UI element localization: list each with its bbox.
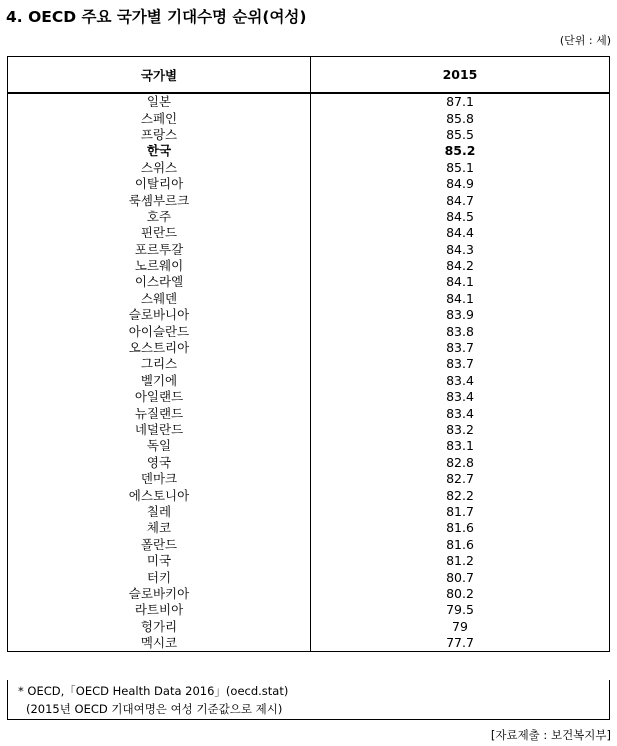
- value-cell: 82.7: [311, 471, 610, 487]
- table-row: [8, 389, 610, 405]
- country-cell: 체코: [8, 520, 311, 536]
- value-cell: 79.5: [311, 602, 610, 618]
- table-row: [8, 455, 610, 471]
- country-cell: 뉴질랜드: [8, 405, 311, 421]
- table-row: [8, 586, 610, 602]
- value-cell: 84.9: [311, 176, 610, 192]
- page-title: 4. OECD 주요 국가별 기대수명 순위(여성): [6, 8, 307, 26]
- table-row: [8, 307, 610, 323]
- country-cell: 이스라엘: [8, 274, 311, 290]
- table-row: [8, 192, 610, 208]
- value-cell: 80.2: [311, 586, 610, 602]
- value-cell: 84.1: [311, 291, 610, 307]
- table-row: [8, 356, 610, 372]
- country-cell: 아일랜드: [8, 389, 311, 405]
- table-body: [8, 93, 610, 652]
- value-cell: 83.1: [311, 438, 610, 454]
- country-cell: 에스토니아: [8, 487, 311, 503]
- country-cell: 오스트리아: [8, 340, 311, 356]
- value-cell: 80.7: [311, 569, 610, 585]
- country-cell: 스페인: [8, 110, 311, 126]
- country-cell: 슬로바키아: [8, 586, 311, 602]
- country-cell: 아이슬란드: [8, 323, 311, 339]
- table-row: [8, 160, 610, 176]
- value-cell: 84.7: [311, 192, 610, 208]
- value-cell: 84.4: [311, 225, 610, 241]
- value-cell: 83.4: [311, 389, 610, 405]
- table-row: [8, 537, 610, 553]
- unit-label: (단위 : 세): [559, 34, 611, 47]
- table-row: [8, 258, 610, 274]
- country-cell: 스웨덴: [8, 291, 311, 307]
- country-cell: 한국: [8, 143, 311, 159]
- country-cell: 라트비아: [8, 602, 311, 618]
- table-row: [8, 405, 610, 421]
- country-cell: 멕시코: [8, 635, 311, 652]
- country-cell: 칠레: [8, 504, 311, 520]
- table-row: [8, 553, 610, 569]
- note-source: * OECD,「OECD Health Data 2016」(oecd.stat): [18, 684, 289, 698]
- value-cell: 83.7: [311, 356, 610, 372]
- table-row: [8, 93, 610, 110]
- country-cell: 독일: [8, 438, 311, 454]
- table-row: [8, 487, 610, 503]
- column-header-year: 2015: [311, 57, 610, 94]
- value-cell: 82.8: [311, 455, 610, 471]
- country-cell: 그리스: [8, 356, 311, 372]
- table-row: [8, 422, 610, 438]
- country-cell: 일본: [8, 93, 311, 110]
- value-cell: 84.3: [311, 242, 610, 258]
- country-cell: 이탈리아: [8, 176, 311, 192]
- table-row: [8, 635, 610, 652]
- note-explanation: (2015년 OECD 기대여명은 여성 기준값으로 제시): [26, 702, 283, 716]
- table-row: [8, 225, 610, 241]
- table-row: [8, 340, 610, 356]
- table-row: [8, 569, 610, 585]
- table-row: [8, 520, 610, 536]
- country-cell: 폴란드: [8, 537, 311, 553]
- value-cell: 83.9: [311, 307, 610, 323]
- table-row: [8, 143, 610, 159]
- table-row: [8, 242, 610, 258]
- value-cell: 83.4: [311, 373, 610, 389]
- value-cell: 79: [311, 619, 610, 635]
- table-row: [8, 209, 610, 225]
- country-cell: 스위스: [8, 160, 311, 176]
- country-cell: 네덜란드: [8, 422, 311, 438]
- table-row: [8, 602, 610, 618]
- table-row: [8, 291, 610, 307]
- value-cell: 83.2: [311, 422, 610, 438]
- table-row: [8, 373, 610, 389]
- table-header-row: [8, 57, 610, 94]
- value-cell: 81.2: [311, 553, 610, 569]
- value-cell: 81.6: [311, 537, 610, 553]
- value-cell: 82.2: [311, 487, 610, 503]
- table-row: [8, 438, 610, 454]
- table-row: [8, 619, 610, 635]
- data-source: [자료제출 : 보건복지부]: [490, 728, 611, 742]
- value-cell: 83.4: [311, 405, 610, 421]
- notes-box: [7, 680, 610, 720]
- country-cell: 핀란드: [8, 225, 311, 241]
- country-cell: 룩셈부르크: [8, 192, 311, 208]
- value-cell: 81.6: [311, 520, 610, 536]
- life-expectancy-table: [7, 56, 610, 652]
- country-cell: 슬로바니아: [8, 307, 311, 323]
- table-row: [8, 504, 610, 520]
- country-cell: 터키: [8, 569, 311, 585]
- country-cell: 프랑스: [8, 127, 311, 143]
- country-cell: 호주: [8, 209, 311, 225]
- value-cell: 85.1: [311, 160, 610, 176]
- value-cell: 81.7: [311, 504, 610, 520]
- value-cell: 84.2: [311, 258, 610, 274]
- country-cell: 벨기에: [8, 373, 311, 389]
- table-row: [8, 471, 610, 487]
- country-cell: 포르투갈: [8, 242, 311, 258]
- country-cell: 미국: [8, 553, 311, 569]
- value-cell: 85.5: [311, 127, 610, 143]
- column-header-country: 국가별: [8, 57, 311, 94]
- value-cell: 84.1: [311, 274, 610, 290]
- table-row: [8, 110, 610, 126]
- table-row: [8, 176, 610, 192]
- value-cell: 85.2: [311, 143, 610, 159]
- value-cell: 83.8: [311, 323, 610, 339]
- table-row: [8, 274, 610, 290]
- value-cell: 84.5: [311, 209, 610, 225]
- value-cell: 85.8: [311, 110, 610, 126]
- table-row: [8, 127, 610, 143]
- table-row: [8, 323, 610, 339]
- value-cell: 83.7: [311, 340, 610, 356]
- country-cell: 노르웨이: [8, 258, 311, 274]
- value-cell: 77.7: [311, 635, 610, 652]
- country-cell: 영국: [8, 455, 311, 471]
- value-cell: 87.1: [311, 93, 610, 110]
- country-cell: 헝가리: [8, 619, 311, 635]
- country-cell: 덴마크: [8, 471, 311, 487]
